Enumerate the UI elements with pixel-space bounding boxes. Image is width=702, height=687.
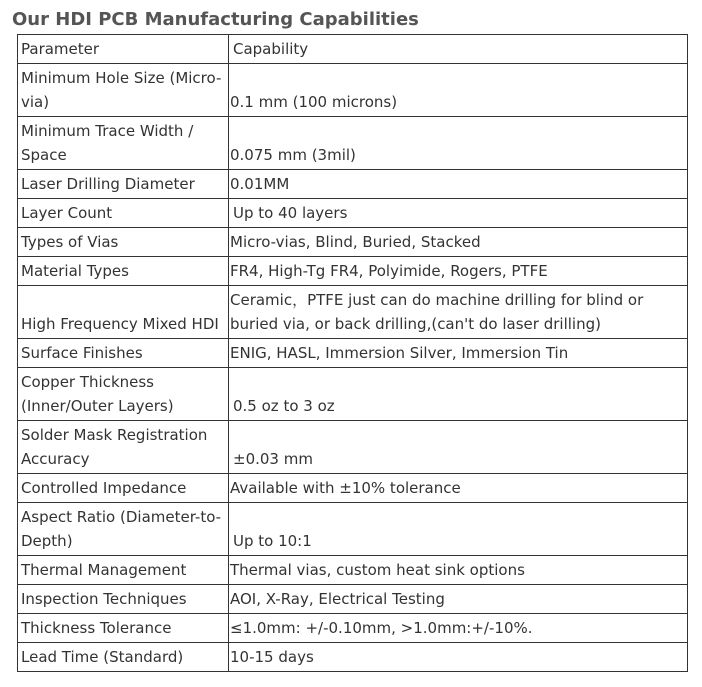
capability-cell: Up to 40 layers (229, 199, 688, 228)
capability-cell: ENIG, HASL, Immersion Silver, Immersion Tin (229, 339, 688, 368)
capability-cell: 0.01MM (229, 170, 688, 199)
table-row (18, 503, 688, 556)
parameter-cell: Solder Mask Registration Accuracy (18, 421, 229, 474)
table-row (18, 474, 688, 503)
capability-cell: 10-15 days (229, 643, 688, 672)
page-title: Our HDI PCB Manufacturing Capabilities (12, 9, 419, 30)
parameter-cell: Minimum Hole Size (Micro-via) (18, 64, 229, 117)
table-header-row (18, 35, 688, 64)
header-capability: Capability (229, 35, 688, 64)
table-row (18, 64, 688, 117)
parameter-cell: Controlled Impedance (18, 474, 229, 503)
capability-cell: 0.1 mm (100 microns) (229, 64, 688, 117)
capability-cell: 0.5 oz to 3 oz (229, 368, 688, 421)
capability-cell: Micro-vias, Blind, Buried, Stacked (229, 228, 688, 257)
capability-cell: AOI, X-Ray, Electrical Testing (229, 585, 688, 614)
table-row (18, 614, 688, 643)
table-row (18, 585, 688, 614)
parameter-cell: Layer Count (18, 199, 229, 228)
table-row (18, 228, 688, 257)
table-row (18, 368, 688, 421)
table-row (18, 117, 688, 170)
parameter-cell: Copper Thickness (Inner/Outer Layers) (18, 368, 229, 421)
table-row (18, 257, 688, 286)
capability-cell: 0.075 mm (3mil) (229, 117, 688, 170)
parameter-cell: Thickness Tolerance (18, 614, 229, 643)
parameter-cell: Inspection Techniques (18, 585, 229, 614)
table-row (18, 339, 688, 368)
capability-cell: Thermal vias, custom heat sink options (229, 556, 688, 585)
table-row (18, 170, 688, 199)
parameter-cell: High Frequency Mixed HDI (18, 286, 229, 339)
capabilities-table (17, 34, 688, 672)
parameter-cell: Lead Time (Standard) (18, 643, 229, 672)
parameter-cell: Minimum Trace Width / Space (18, 117, 229, 170)
capability-cell: Ceramic，PTFE just can do machine drilling for blind or buried via, or back drilling,(can't do laser drilling) (229, 286, 688, 339)
capability-cell: Available with ±10% tolerance (229, 474, 688, 503)
table-row (18, 643, 688, 672)
table-row (18, 421, 688, 474)
parameter-cell: Thermal Management (18, 556, 229, 585)
capability-cell: Up to 10:1 (229, 503, 688, 556)
table-row (18, 286, 688, 339)
capability-cell: FR4, High-Tg FR4, Polyimide, Rogers, PTFE (229, 257, 688, 286)
table-row (18, 199, 688, 228)
parameter-cell: Surface Finishes (18, 339, 229, 368)
capability-cell: ≤1.0mm: +/-0.10mm, >1.0mm:+/-10%. (229, 614, 688, 643)
capability-cell: ±0.03 mm (229, 421, 688, 474)
parameter-cell: Laser Drilling Diameter (18, 170, 229, 199)
parameter-cell: Aspect Ratio (Diameter-to-Depth) (18, 503, 229, 556)
header-parameter: Parameter (18, 35, 229, 64)
parameter-cell: Types of Vias (18, 228, 229, 257)
parameter-cell: Material Types (18, 257, 229, 286)
table-row (18, 556, 688, 585)
